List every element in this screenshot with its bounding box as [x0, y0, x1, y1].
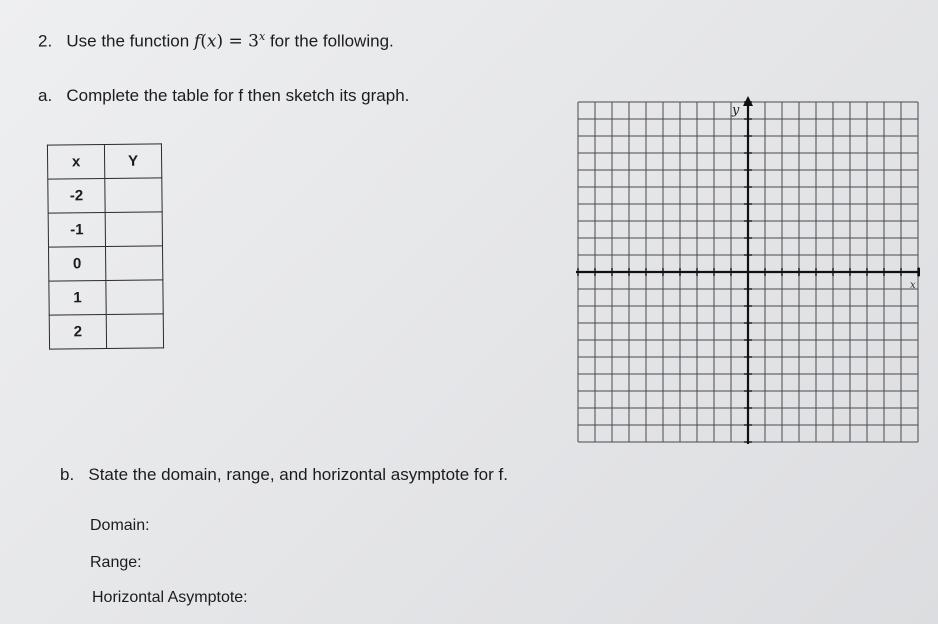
- table-cell-x: 1: [49, 280, 106, 315]
- table-row: [49, 314, 163, 349]
- coordinate-grid[interactable]: [570, 92, 920, 448]
- part-a-text: Complete the table for f then sketch its graph.: [66, 86, 410, 105]
- problem-text-before: Use the function: [66, 31, 190, 51]
- function-name: f: [193, 31, 201, 52]
- table-cell-x: 2: [49, 314, 106, 349]
- table-cell-y[interactable]: [106, 280, 163, 315]
- table-row: [49, 246, 163, 281]
- domain-label: Domain:: [90, 517, 150, 534]
- part-b-prompt: [60, 465, 508, 485]
- part-a-prompt: [38, 86, 409, 106]
- function-body: = 3: [223, 31, 259, 52]
- problem-number: 2.: [38, 31, 53, 51]
- table-cell-y[interactable]: [105, 212, 162, 247]
- table-cell-x: 0: [49, 247, 106, 282]
- axes: [576, 96, 920, 444]
- value-table: [47, 143, 164, 349]
- part-a-label: a.: [38, 86, 53, 105]
- part-b-text: State the domain, range, and horizontal asymptote for f.: [88, 465, 508, 484]
- y-axis-arrow: [743, 96, 753, 106]
- problem-statement: 2. Use the function $f(x) = 3^x$ for the following.: [38, 30, 394, 52]
- horizontal-asymptote-label: Horizontal Asymptote:: [92, 589, 248, 606]
- function-exponent: x: [259, 30, 266, 43]
- function-variable: x: [206, 31, 217, 52]
- y-axis-label: y: [732, 103, 740, 118]
- table-header-x: x: [47, 145, 104, 180]
- table-cell-y[interactable]: [106, 314, 163, 349]
- table-cell-y[interactable]: [106, 246, 163, 281]
- table-cell-x: -2: [48, 179, 105, 214]
- range-label: Range:: [90, 554, 142, 571]
- table-row: [49, 280, 163, 315]
- table-cell-y[interactable]: [105, 178, 162, 213]
- part-b-label: b.: [60, 465, 75, 484]
- table-header-row: [47, 144, 161, 179]
- table-cell-x: -1: [48, 213, 105, 248]
- table-row: [48, 212, 162, 247]
- x-axis-label: x: [910, 280, 916, 291]
- table-row: [48, 178, 162, 213]
- problem-text-after: for the following.: [269, 31, 394, 51]
- table-header-y: Y: [104, 144, 161, 179]
